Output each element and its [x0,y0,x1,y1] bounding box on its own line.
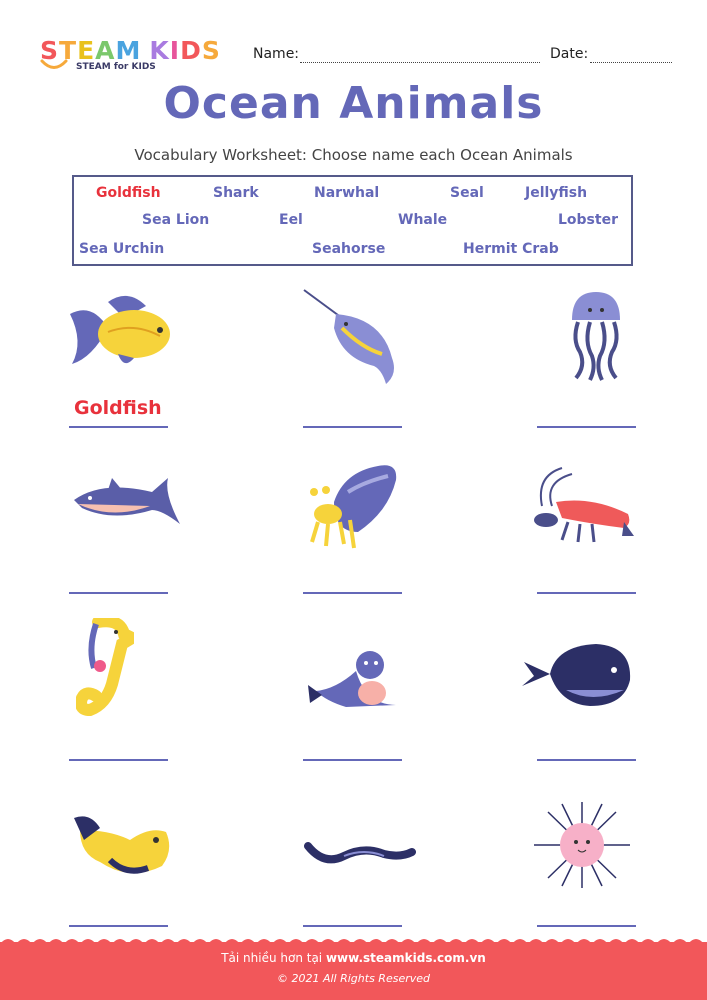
word-sea-urchin: Sea Urchin [79,241,165,257]
narwhal-icon [302,288,402,386]
answer-line[interactable] [537,759,636,761]
logo-letter: A [95,36,116,65]
sea-urchin-icon [532,800,632,890]
shark-icon [72,474,182,530]
word-shark: Shark [213,185,259,201]
word-jellyfish: Jellyfish [525,185,588,201]
logo-letter: K [149,36,170,65]
answer-line[interactable] [303,759,402,761]
date-label: Date: [550,46,589,62]
answer-text: Goldfish [74,397,162,419]
answer-line[interactable] [537,426,636,428]
word-seahorse: Seahorse [312,241,386,257]
goldfish-icon [68,292,176,372]
name-label: Name: [253,46,300,62]
word-hermit-crab: Hermit Crab [463,241,559,257]
logo-letter: M [115,36,142,65]
whale-icon [520,640,634,710]
word-goldfish: Goldfish [96,185,161,201]
seahorse-icon [76,618,134,718]
scallop-border [0,934,707,944]
word-whale: Whale [398,212,448,228]
hermit-crab-icon [304,462,400,552]
answer-line[interactable] [69,925,168,927]
footer-url-link[interactable]: www.steamkids.com.vn [325,951,486,965]
jellyfish-icon [568,290,624,382]
seal-icon [306,645,402,711]
logo-letter: T [59,36,78,65]
name-field[interactable] [300,62,540,63]
answer-line[interactable] [537,925,636,927]
footer-prefix: Tải nhiều hơn tại [221,951,323,965]
logo-letter: D [180,36,202,65]
logo-letter: I [169,36,181,65]
logo-subtitle: STEAM for KIDS [76,62,156,72]
logo-letter: S [201,36,221,65]
smile-icon [40,58,68,74]
page-title: Ocean Animals [163,78,544,129]
word-seal: Seal [450,185,484,201]
eel-icon [304,836,416,872]
word-lobster: Lobster [558,212,618,228]
answer-line[interactable] [303,592,402,594]
sea-lion-icon [70,810,174,882]
answer-line[interactable] [537,592,636,594]
answer-line[interactable] [303,426,402,428]
page-subtitle: Vocabulary Worksheet: Choose name each Ocean Animals [134,146,573,164]
word-bank [72,175,633,266]
answer-line[interactable] [69,592,168,594]
footer-rights: © 2021 All Rights Reserved [276,972,430,985]
lobster-icon [532,466,636,546]
word-sea-lion: Sea Lion [142,212,210,228]
logo-letter: S [40,36,60,65]
date-field[interactable] [590,62,672,63]
answer-line[interactable] [69,426,168,428]
word-narwhal: Narwhal [314,185,380,201]
logo-letter: E [77,36,96,65]
answer-line[interactable] [303,925,402,927]
word-eel: Eel [279,212,303,228]
answer-line[interactable] [69,759,168,761]
footer-link-line [0,951,707,965]
